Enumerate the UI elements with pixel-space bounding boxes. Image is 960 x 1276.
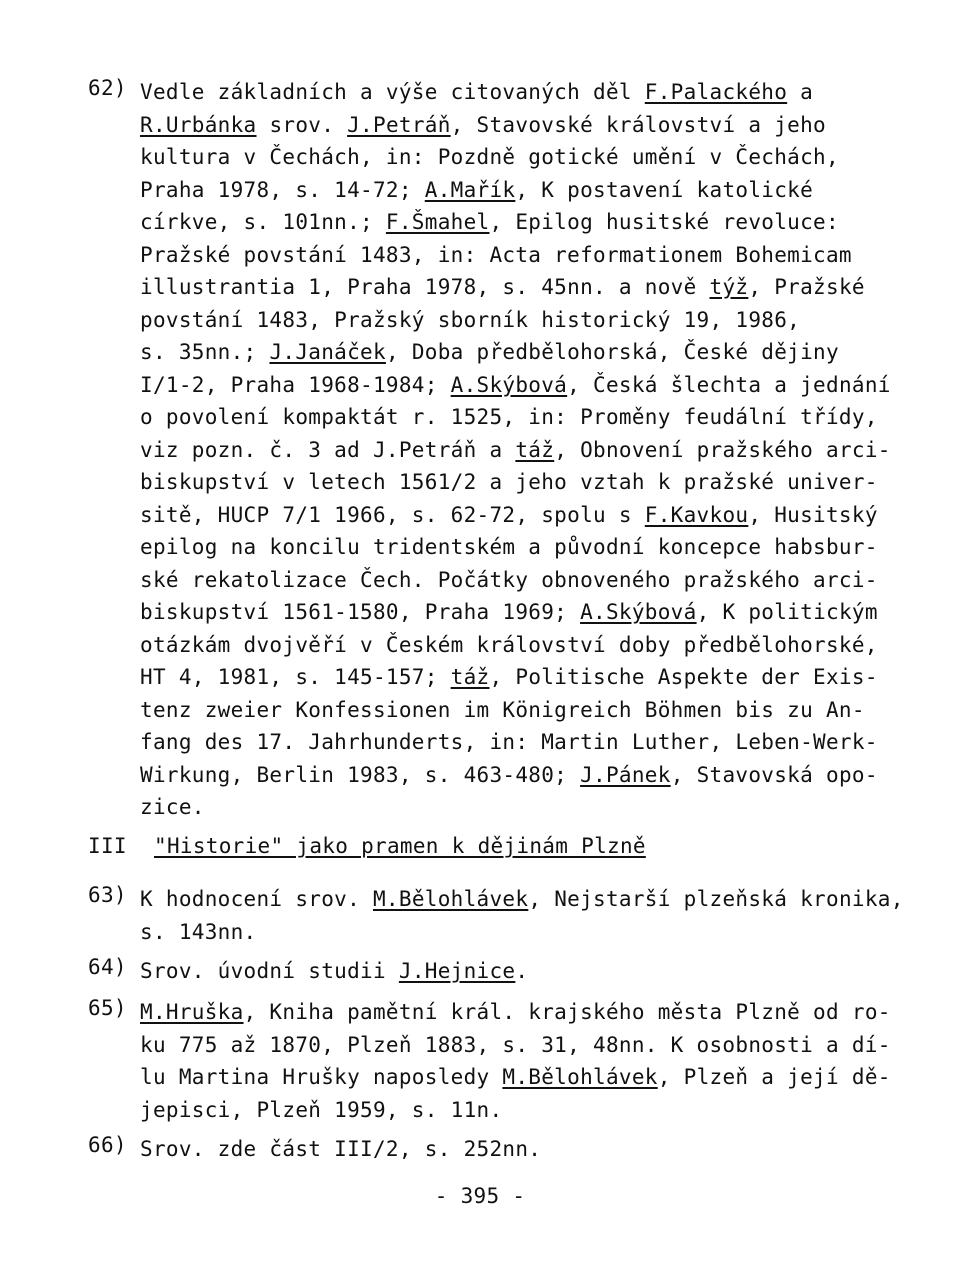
text-line (140, 239, 888, 272)
text-segment: viz pozn. č. 3 ad J.Petráň a (140, 437, 516, 462)
text-line (140, 996, 891, 1029)
text-line (140, 955, 888, 988)
underlined-reference: J.Pánek (580, 762, 671, 787)
text-line (140, 1029, 891, 1062)
text-line (140, 1133, 888, 1166)
text-segment: Srov. zde část III/2, s. 252nn. (140, 1137, 542, 1161)
text-segment: povstání 1483, Pražský sborník historický 19, 1986, (140, 307, 801, 332)
text-segment: , Stavovské království a jeho (450, 112, 827, 137)
text-segment: Srov. úvodní studii (140, 959, 399, 983)
footnote-text (140, 955, 888, 988)
text-segment: o povolení kompaktát r. 1525, in: Proměny feudální třídy, (140, 405, 878, 429)
text-line (140, 109, 888, 142)
underlined-reference: táž (515, 437, 555, 462)
text-line (140, 369, 891, 402)
footnote (88, 76, 891, 824)
underlined-reference: M.Bělohlávek (372, 887, 529, 911)
underlined-reference: A.Mařík (424, 177, 516, 202)
underlined-reference: M.Hruška (140, 1000, 244, 1024)
text-line (140, 694, 888, 727)
text-line (140, 1094, 888, 1127)
text-line (140, 531, 888, 564)
underlined-reference: A.Skýbová (580, 600, 697, 624)
text-line (140, 304, 888, 337)
footnote-text (140, 996, 891, 1126)
footnote (88, 996, 891, 1126)
text-segment: . (515, 959, 529, 983)
text-line (140, 726, 888, 759)
text-line (140, 206, 888, 239)
text-line (140, 916, 888, 949)
footnote (88, 1133, 888, 1166)
footnote-text (140, 883, 904, 948)
underlined-reference: R.Urbánka (140, 112, 257, 137)
footnote-number: 63) (88, 883, 127, 907)
text-segment: , Česká šlechta a jednání (567, 372, 891, 397)
text-segment: K hodnocení srov. (140, 887, 373, 911)
text-segment: , Plzeň a její dě- (657, 1065, 891, 1089)
text-segment: , Stavovská opo- (670, 762, 878, 787)
footnote-text (140, 1133, 888, 1166)
text-segment: a (787, 80, 814, 104)
text-segment: fang des 17. Jahrhunderts, in: Martin Luther, Leben-Werk- (140, 730, 878, 754)
text-segment: sitě, HUCP 7/1 1966, s. 62-72, spolu s (140, 502, 645, 527)
footnote-number: 62) (88, 76, 127, 100)
text-segment: , Kniha pamětní král. krajského města Plzně od ro- (243, 1000, 891, 1024)
text-segment: Praha 1978, s. 14-72; (140, 177, 425, 202)
text-segment: , Epilog husitské revoluce: (489, 210, 839, 234)
section-number: III (88, 834, 127, 858)
underlined-reference: M.Bělohlávek (502, 1065, 658, 1089)
underlined-reference: J.Janáček (269, 340, 386, 364)
text-segment: s. 143nn. (140, 919, 257, 944)
footnote-text (140, 76, 891, 824)
text-segment: kultura v Čechách, in: Pozdně gotické umění v Čechách, (140, 145, 839, 169)
footnote-number: 65) (88, 996, 127, 1020)
text-segment: s. 35nn.; (140, 340, 270, 364)
text-segment: , Nejstarší plzeňská kronika, (528, 887, 904, 911)
underlined-reference: táž (450, 665, 490, 689)
text-segment: Vedle základních a výše citovaných děl (140, 80, 645, 104)
text-segment: lu Martina Hrušky naposledy (140, 1065, 503, 1089)
footnote (88, 955, 888, 988)
text-line (140, 466, 888, 499)
text-segment: Wirkung, Berlin 1983, s. 463-480; (140, 762, 581, 787)
section-title: "Historie" jako pramen k dějinám Plzně (154, 834, 646, 858)
text-segment: otázkám dvojvěří v Českém království doby předbělohorské, (140, 632, 878, 657)
text-segment: , Politische Aspekte der Exis- (489, 665, 878, 689)
text-segment: zice. (140, 795, 205, 819)
text-segment: , Pražské (748, 275, 865, 299)
text-segment: biskupství 1561-1580, Praha 1969; (140, 600, 581, 624)
text-segment: , Doba předbělohorská, České dějiny (385, 340, 839, 364)
page-number: - 395 - (434, 1184, 526, 1208)
footnote-number: 66) (88, 1133, 127, 1157)
underlined-reference: týž (709, 275, 749, 299)
text-line (140, 883, 904, 916)
text-line (140, 336, 888, 369)
text-line (140, 596, 888, 629)
text-segment: ské rekatolizace Čech. Počátky obnoveného pražského arci- (140, 567, 878, 592)
text-segment: srov. (256, 112, 348, 137)
footnote (88, 883, 904, 948)
text-segment: ku 775 až 1870, Plzeň 1883, s. 31, 48nn. K osobnosti a dí- (140, 1032, 891, 1057)
text-line (140, 791, 888, 824)
text-line (140, 141, 888, 174)
text-segment: jepisci, Plzeň 1959, s. 11n. (140, 1097, 503, 1122)
underlined-reference: F.Kavkou (644, 502, 749, 527)
text-line (140, 434, 891, 467)
text-segment: biskupství v letech 1561/2 a jeho vztah k pražské univer- (140, 470, 878, 494)
text-line (140, 499, 888, 532)
section-heading (88, 830, 646, 862)
text-segment: , Obnovení pražského arci- (554, 437, 891, 462)
text-segment: illustrantia 1, Praha 1978, s. 45nn. a nově (140, 275, 710, 299)
text-line (140, 1061, 891, 1094)
text-line (140, 759, 888, 792)
text-line (140, 629, 888, 662)
underlined-reference: F.Šmahel (385, 210, 490, 234)
text-segment: epilog na koncilu tridentském a původní koncepce habsbur- (140, 535, 878, 559)
text-line (140, 76, 888, 109)
text-segment: tenz zweier Konfessionen im Königreich Böhmen bis zu An- (140, 697, 865, 722)
text-line (140, 564, 888, 597)
text-segment: církve, s. 101nn.; (140, 210, 386, 234)
text-segment: , K politickým (696, 600, 878, 624)
underlined-reference: F.Palackého (644, 80, 788, 104)
text-line (140, 661, 888, 694)
text-line (140, 401, 888, 434)
footnote-number: 64) (88, 955, 127, 979)
text-line (140, 174, 888, 207)
text-segment: I/1-2, Praha 1968-1984; (140, 372, 451, 397)
text-segment: Pražské povstání 1483, in: Acta reformationem Bohemicam (140, 242, 852, 267)
text-segment: HT 4, 1981, s. 145-157; (140, 665, 451, 689)
text-segment: , K postavení katolické (515, 177, 814, 202)
underlined-reference: J.Petráň (347, 112, 451, 137)
text-segment: , Husitský (748, 502, 878, 527)
underlined-reference: A.Skýbová (450, 372, 568, 397)
underlined-reference: J.Hejnice (398, 959, 516, 983)
text-line (140, 271, 888, 304)
